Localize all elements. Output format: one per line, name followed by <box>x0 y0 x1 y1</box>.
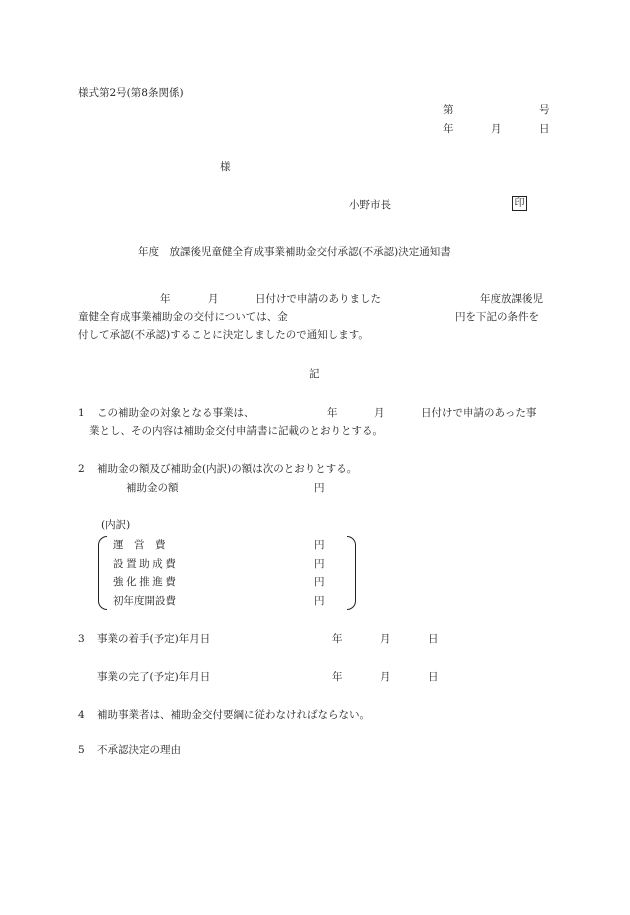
item1-text: この補助金の対象となる事業は、 <box>97 407 255 419</box>
breakdown-unit-opening: 円 <box>314 595 325 607</box>
end-date-label: 事業の完了(予定)年月日 <box>97 671 211 683</box>
breakdown-label-operation: 運 営 費 <box>113 539 166 551</box>
doc-number-dai: 第 <box>443 104 454 116</box>
start-year: 年 <box>332 633 343 645</box>
left-bracket <box>98 536 107 610</box>
date-year: 年 <box>443 123 454 135</box>
item1-line2: 業とし、その内容は補助金交付申請書に記載のとおりとする。 <box>89 425 383 437</box>
subsidy-amount-unit: 円 <box>314 482 325 494</box>
subsidy-amount-label: 補助金の額 <box>126 482 179 494</box>
addressee-sama: 様 <box>220 161 231 173</box>
item3-number: 3 <box>78 633 85 645</box>
breakdown-unit-promotion: 円 <box>314 576 325 588</box>
body-line2: 童健全育成事業補助金の交付については、金 <box>78 311 288 323</box>
item1-month: 月 <box>374 407 385 419</box>
body-month: 月 <box>208 293 219 305</box>
item1-year: 年 <box>327 407 338 419</box>
body-line1-tail: 年度放課後児 <box>480 293 543 305</box>
item5-number: 5 <box>78 744 85 756</box>
document-title: 年度 放課後児童健全育成事業補助金交付承認(不承認)決定通知書 <box>138 246 451 258</box>
breakdown-label-installation: 設置助成費 <box>113 558 179 570</box>
body-line2-tail: 円を下記の条件を <box>455 311 539 323</box>
seal-mark: 印 <box>512 196 527 211</box>
breakdown-label-opening: 初年度開設費 <box>113 595 176 607</box>
end-year: 年 <box>332 671 343 683</box>
end-month: 月 <box>380 671 391 683</box>
right-bracket <box>347 536 356 610</box>
item4-text: 補助事業者は、補助金交付要綱に従わなければならない。 <box>97 709 370 721</box>
start-month: 月 <box>380 633 391 645</box>
item2-number: 2 <box>78 463 85 475</box>
end-day: 日 <box>428 671 439 683</box>
breakdown-unit-installation: 円 <box>314 558 325 570</box>
breakdown-unit-operation: 円 <box>314 539 325 551</box>
date-day: 日 <box>539 123 550 135</box>
item2-text: 補助金の額及び補助金(内訳)の額は次のとおりとする。 <box>97 463 358 475</box>
body-line3: 付して承認(不承認)することに決定しましたので通知します。 <box>78 329 369 341</box>
doc-number-go: 号 <box>539 104 550 116</box>
item5-text: 不承認決定の理由 <box>97 744 181 756</box>
breakdown-label-promotion: 強化推進費 <box>113 576 179 588</box>
breakdown-label: (内訳) <box>101 519 131 531</box>
body-year: 年 <box>160 293 171 305</box>
date-month: 月 <box>491 123 502 135</box>
issuer-mayor: 小野市長 <box>349 199 391 211</box>
start-date-label: 事業の着手(予定)年月日 <box>97 633 211 645</box>
item1-tail: 日付けで申請のあった事 <box>421 407 537 419</box>
form-number: 様式第2号(第8条関係) <box>78 87 184 99</box>
start-day: 日 <box>428 633 439 645</box>
item1-number: 1 <box>78 407 85 419</box>
body-line1: 日付けで申請のありました <box>255 293 381 305</box>
ki-heading: 記 <box>309 368 320 380</box>
item4-number: 4 <box>78 709 85 721</box>
